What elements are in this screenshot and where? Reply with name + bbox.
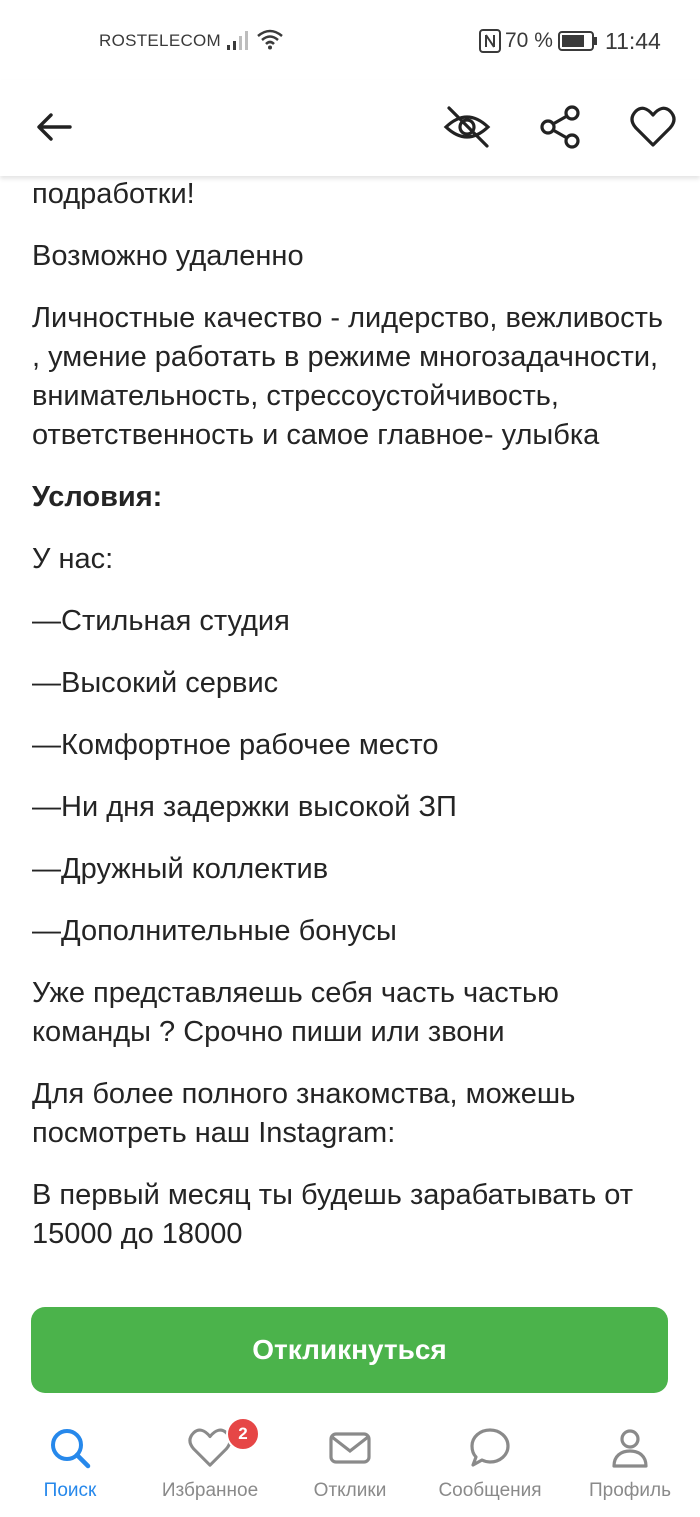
search-icon	[48, 1426, 92, 1470]
description-paragraph: —Дружный коллектив	[32, 853, 329, 885]
description-paragraph: —Стильная студия	[32, 605, 290, 637]
nav-favorites-label: Избранное	[161, 1480, 259, 1501]
description-paragraph: подработки!	[32, 178, 195, 210]
favorites-badge: 2	[226, 1417, 260, 1451]
nfc-icon	[479, 29, 501, 59]
clock: 11:44	[605, 28, 661, 54]
wifi-icon	[256, 28, 284, 56]
description-paragraph: У нас:	[32, 543, 114, 575]
vacancy-description	[0, 176, 700, 1288]
nav-favorites[interactable]	[140, 1410, 280, 1517]
signal-icon	[227, 30, 251, 56]
description-paragraph: Возможно удаленно	[32, 240, 304, 272]
description-paragraph: В первый месяц ты будешь зарабатывать от 15000 до 18000	[32, 1179, 634, 1250]
description-text	[32, 136, 672, 1277]
status-bar	[0, 0, 700, 80]
battery-icon	[558, 31, 598, 57]
nav-messages[interactable]	[420, 1410, 560, 1517]
nav-profile-label: Профиль	[588, 1480, 672, 1501]
nav-search[interactable]	[0, 1410, 140, 1517]
nav-responses-label: Отклики	[313, 1480, 387, 1501]
share-icon[interactable]	[535, 102, 585, 152]
heart-icon[interactable]	[628, 102, 678, 152]
back-arrow-icon[interactable]	[29, 102, 79, 152]
app-bar	[0, 80, 700, 176]
description-paragraph: —Высокий сервис	[32, 667, 279, 699]
chat-icon	[468, 1426, 512, 1470]
section-heading: Условия:	[32, 481, 163, 513]
carrier-name: ROSTELECOM	[99, 31, 222, 50]
description-paragraph: —Комфортное рабочее место	[32, 729, 439, 761]
description-paragraph: —Дополнительные бонусы	[32, 915, 397, 947]
battery-percent: 70 %	[505, 29, 553, 52]
mail-icon	[328, 1426, 372, 1470]
profile-icon	[608, 1426, 652, 1470]
nav-responses[interactable]	[280, 1410, 420, 1517]
nav-profile[interactable]	[560, 1410, 700, 1517]
description-paragraph: Для более полного знакомства, можешь посмотреть наш Instagram:	[32, 1078, 576, 1149]
bottom-navigation	[0, 1410, 700, 1517]
description-paragraph: Личностные качество - лидерство, вежливость , умение работать в режиме многозадачности, внимательность, стрессоустойчивость, ответственность и самое главное- улыбка	[32, 302, 664, 451]
hide-eye-icon[interactable]	[442, 102, 492, 152]
respond-button[interactable]: Откликнуться	[31, 1307, 668, 1393]
description-paragraph: Уже представляешь себя часть частью команды ? Срочно пиши или звони	[32, 977, 559, 1048]
nav-search-label: Поиск	[43, 1480, 97, 1501]
description-paragraph: —Ни дня задержки высокой ЗП	[32, 791, 457, 823]
nav-messages-label: Сообщения	[438, 1480, 542, 1501]
